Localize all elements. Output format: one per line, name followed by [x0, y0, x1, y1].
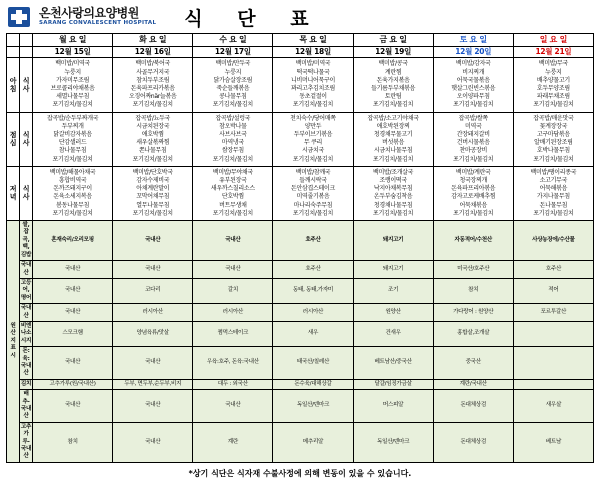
source-cell-0-2: 국내산 [193, 261, 273, 279]
menu-cell-dinner-6: 백미밥/땡이리종국 소고기무국 어묵해볶음 가지나물무침 돈나물무침 포기김치/물김치 [513, 166, 593, 220]
source-row-3 [7, 321, 594, 346]
menu-cell-morning-1: 백미밥/북어국 사골무거지국 참치두부조림 돈육파프리카볶음 오징어짜när늘볶음 포기김치/물김치 [113, 58, 193, 112]
source-cell-5-2: 대두 : 외국산 [193, 379, 273, 389]
menu-table [6, 33, 594, 463]
day-header-row [7, 34, 594, 47]
source-cell-0-6: 호주산 [513, 261, 593, 279]
source-row-label-6: 배추-국내산 [20, 390, 33, 423]
source-header-cell-5: 자동적어/수천산 [433, 221, 513, 261]
menu-cell-dinner-2: 백미밥/무야채국 유부된장국 새우까스칠리소스 단호박찜 버트무생채 포기김치/물김치 [193, 166, 273, 220]
source-cell-4-0: 국내산 [33, 347, 113, 380]
source-cell-5-0: 고추가루(원/국내산) [33, 379, 113, 389]
source-cell-1-0: 국내산 [33, 278, 113, 303]
source-cell-3-3: 새우 [273, 321, 353, 346]
menu-cell-lunch-1: 잡곡밥/뇨두국 시금치된장국 애호박찜 새우살볶짜찜 쫀나물무침 포기김치/물김치 [113, 112, 193, 166]
source-cell-1-3: 동태, 동태,가자미 [273, 278, 353, 303]
source-cell-2-5: 가다랑어 : 원양산 [433, 304, 513, 322]
menu-cell-morning-3: 백미밥/미역국 떡국떡나물국 니비머니어묵구이 꽈리고추김치조림 동초겉절이 포기김치/물김치 [273, 58, 353, 112]
source-cell-3-2: 쩜먹스테이크 [193, 321, 273, 346]
source-cell-0-5: 미국산/호주산 [433, 261, 513, 279]
menu-cell-dinner-4: 백미밥/조개살국 조랭이떡국 낙지아채복무침 온두부숨김착음 청경채나물무침 포기김치/물김치 [353, 166, 433, 220]
source-row-label-1: 고등어,명어 [20, 278, 33, 303]
menu-cell-dinner-1: 백미밥/단호박국 감자수제비국 아채계란말이 꼬막어채무침 열무나물무침 포기김치/물김치 [113, 166, 193, 220]
source-cell-7-5: 돈대체상검 [433, 422, 513, 462]
source-cell-0-1: 국내산 [113, 261, 193, 279]
day-header-6: 일 요 일 [513, 34, 593, 47]
menu-cell-lunch-4: 잡곡밥/소고기야채국 애호박된장찌 청경채무물고기 버섯볶음 시금치나물무침 포기김치/물김치 [353, 112, 433, 166]
menu-cell-dinner-3: 백미밥/참깨국 들깨시락국 돈안삼겹스테이크 미역줄기볶음 마나리숙주무침 포기김치/물김치 [273, 166, 353, 220]
date-header-3: 12월 18일 [273, 47, 353, 58]
day-header-3: 목 요 일 [273, 34, 353, 47]
page-header [6, 4, 594, 30]
source-row-label-5: 김치 [20, 379, 33, 389]
source-cell-5-5: 계란/국내산 [433, 379, 513, 389]
source-row-1 [7, 278, 594, 303]
menu-cell-lunch-6: 잡곡밥/매운맛국 꽃계장장국 고구마담볶음 알배기된장조림 호박나물무침 포기김치/물김치 [513, 112, 593, 166]
date-header-4: 12월 19일 [353, 47, 433, 58]
source-cell-7-1: 국내산 [113, 422, 193, 462]
hospital-name-en: SARANG CONVALESCENT HOSPITAL [39, 20, 157, 26]
source-header-cell-3: 호주산 [273, 221, 353, 261]
source-cell-1-4: 조기 [353, 278, 433, 303]
date-header-row [7, 47, 594, 58]
date-header-0: 12월 15일 [33, 47, 113, 58]
source-row-label-2: 국내산 [20, 304, 33, 322]
menu-cell-dinner-5: 백미밥/계란국 청국장찌개 돈육파프리아볶음 감자고로케배추찜 어묵채볶음 포기김치/물김치 [433, 166, 513, 220]
corner-cell [7, 34, 20, 47]
source-cell-0-4: 돼지고기 [353, 261, 433, 279]
menu-cell-lunch-3: 천치숙수/당어매쪽 양만두 두부이브기볶음 무 쿠리 시금치국 포기김치/물김치 [273, 112, 353, 166]
date-header-5: 12월 20일 [433, 47, 513, 58]
menu-cell-morning-5: 백미밥/감자국 비지찌개 어묵국물볶음 햇살그린빈스볶음 오이양파무침 포기김치/물김치 [433, 58, 513, 112]
source-side-label: 원 산 지 표 시 [7, 221, 20, 463]
source-row-label-4: 돈:육:국내산 [20, 347, 33, 380]
source-cell-1-5: 참치 [433, 278, 513, 303]
side-label-morning: 아 침 [7, 58, 20, 112]
source-cell-6-0: 국내산 [33, 390, 113, 423]
source-cell-6-5: 돈대체상검 [433, 390, 513, 423]
medical-cross-icon [6, 5, 36, 29]
source-cell-0-3: 호주산 [273, 261, 353, 279]
source-row-4 [7, 347, 594, 380]
source-cell-3-4: 건새우 [353, 321, 433, 346]
source-header-cell-2: 국내산 [193, 221, 273, 261]
menu-cell-morning-6: 백미밥/무국 누룽지 배추양물고기 호두무양조림 파래무채조림 포기김치/물김치 [513, 58, 593, 112]
source-cell-4-1: 국내산 [113, 347, 193, 380]
source-cell-3-6 [513, 321, 593, 346]
source-cell-6-3: 독일산/덴마크 [273, 390, 353, 423]
date-header-6: 12월 21일 [513, 47, 593, 58]
source-row-label-0: 국내산 [20, 261, 33, 279]
menu-cell-dinner-0: 백미밥/해물아채국 흥합비역국 돈까즈돼지구이 돈육소세지복음 봄동나물무침 포기김치/물김치 [33, 166, 113, 220]
source-header-cell-4: 돼지고기 [353, 221, 433, 261]
source-header-left: 쌀, 잡곡,백,김밥 [20, 221, 33, 261]
source-cell-7-0: 참치 [33, 422, 113, 462]
source-cell-6-4: 머스피알 [353, 390, 433, 423]
corner-cell-4 [20, 47, 33, 58]
meal-label-morning: 식 사 [20, 58, 33, 112]
side-label-dinner: 저 녁 [7, 166, 20, 220]
source-row-label-3: 비엔나소시지 [20, 321, 33, 346]
source-header-row [7, 221, 594, 261]
side-label-lunch: 점 심 [7, 112, 20, 166]
source-cell-5-1: 두부, 면두부,순두부,비지 [113, 379, 193, 389]
meal-row-lunch [7, 112, 594, 166]
menu-cell-morning-4: 백미밥/콩국 계란찜 돈육가지볶음 들기름두부채볶음 토란팀 포기김치/물김치 [353, 58, 433, 112]
menu-cell-lunch-5: 잡곡밥/쌀쪽 미역국 간장돼지갈비 건버시물볶음 찬마공장비 포기김치/물김치 [433, 112, 513, 166]
menu-cell-morning-2: 백미밥/만두국 누룽지 닭가슴살장조림 죽순들깨볶음 콩나물무침 포기김치/물김치 [193, 58, 273, 112]
source-cell-7-2: 계란 [193, 422, 273, 462]
source-cell-5-6 [513, 379, 593, 389]
source-cell-6-2: 국내산 [193, 390, 273, 423]
source-cell-4-3: 태국산/칠레산 [273, 347, 353, 380]
meal-label-dinner: 식 사 [20, 166, 33, 220]
corner-cell-3 [7, 47, 20, 58]
source-cell-2-1: 러시아산 [113, 304, 193, 322]
source-cell-3-0: 스모크햄 [33, 321, 113, 346]
source-cell-2-6: 포르투갈산 [513, 304, 593, 322]
source-cell-6-1: 국내산 [113, 390, 193, 423]
meal-label-lunch: 식 사 [20, 112, 33, 166]
source-cell-3-5: 홍합살,조개살 [433, 321, 513, 346]
source-cell-4-6 [513, 347, 593, 380]
meal-row-morning [7, 58, 594, 112]
source-cell-1-6: 적어 [513, 278, 593, 303]
source-cell-4-5: 중국산 [433, 347, 513, 380]
source-row-7 [7, 422, 594, 462]
source-cell-7-3: 메추리알 [273, 422, 353, 462]
page-title: 식 단 표 [184, 7, 323, 30]
source-cell-5-3: 돈수육/대해상갈 [273, 379, 353, 389]
source-cell-2-2: 러시아산 [193, 304, 273, 322]
source-header-cell-1: 국내산 [113, 221, 193, 261]
date-header-1: 12월 16일 [113, 47, 193, 58]
source-cell-2-3: 러시아산 [273, 304, 353, 322]
day-header-1: 화 요 일 [113, 34, 193, 47]
source-cell-1-2: 갈치 [193, 278, 273, 303]
source-cell-1-1: 코다리 [113, 278, 193, 303]
source-header-cell-6: 사상농장에/수산물 [513, 221, 593, 261]
menu-cell-lunch-2: 잡곡밥/설렁국 참오박나물 사브사브국 마역냉국 쌈장무침 포기김치/물김치 [193, 112, 273, 166]
menu-cell-morning-0: 백미밥/미역국 누룽지 가자미무조림 브로콜리야채볶음 세멸나물무침 포기김치/물김치 [33, 58, 113, 112]
source-cell-4-2: 우육:호주, 돈육:국내산 [193, 347, 273, 380]
date-header-2: 12월 17일 [193, 47, 273, 58]
day-header-4: 금 요 일 [353, 34, 433, 47]
corner-cell-2 [20, 34, 33, 47]
source-cell-4-4: 베트남산/중국산 [353, 347, 433, 380]
hospital-name-block [39, 7, 156, 27]
source-cell-2-4: 원양산 [353, 304, 433, 322]
source-cell-2-0: 국내산 [33, 304, 113, 322]
menu-cell-lunch-0: 잡곡밥/순두부짜개국 두부찌개 닭갈비감자볶음 단감샐러드 참나물무침 포기김치/물김치 [33, 112, 113, 166]
source-row-0 [7, 261, 594, 279]
source-cell-0-0: 국내산 [33, 261, 113, 279]
source-cell-3-1: 양념육류/맛살 [113, 321, 193, 346]
source-cell-5-4: 달걀/임징가금살 [353, 379, 433, 389]
source-row-6 [7, 390, 594, 423]
day-header-0: 월 요 일 [33, 34, 113, 47]
source-row-5 [7, 379, 594, 389]
hospital-name-kr: 온천사랑의요양병원 [39, 6, 139, 20]
day-header-5: 토 요 일 [433, 34, 513, 47]
source-row-2 [7, 304, 594, 322]
day-header-2: 수 요 일 [193, 34, 273, 47]
source-cell-6-6: 새우살 [513, 390, 593, 423]
meal-row-dinner [7, 166, 594, 220]
source-row-label-7: 고추가루-국내산 [20, 422, 33, 462]
footnote: *상기 식단은 식자재 수불사정에 의해 변동이 있을 수 있습니다. [188, 468, 412, 478]
source-cell-7-4: 독일산/덴마크 [353, 422, 433, 462]
source-cell-7-6: 베트남 [513, 422, 593, 462]
source-header-cell-0: 혼재숙리/오리모핑 [33, 221, 113, 261]
